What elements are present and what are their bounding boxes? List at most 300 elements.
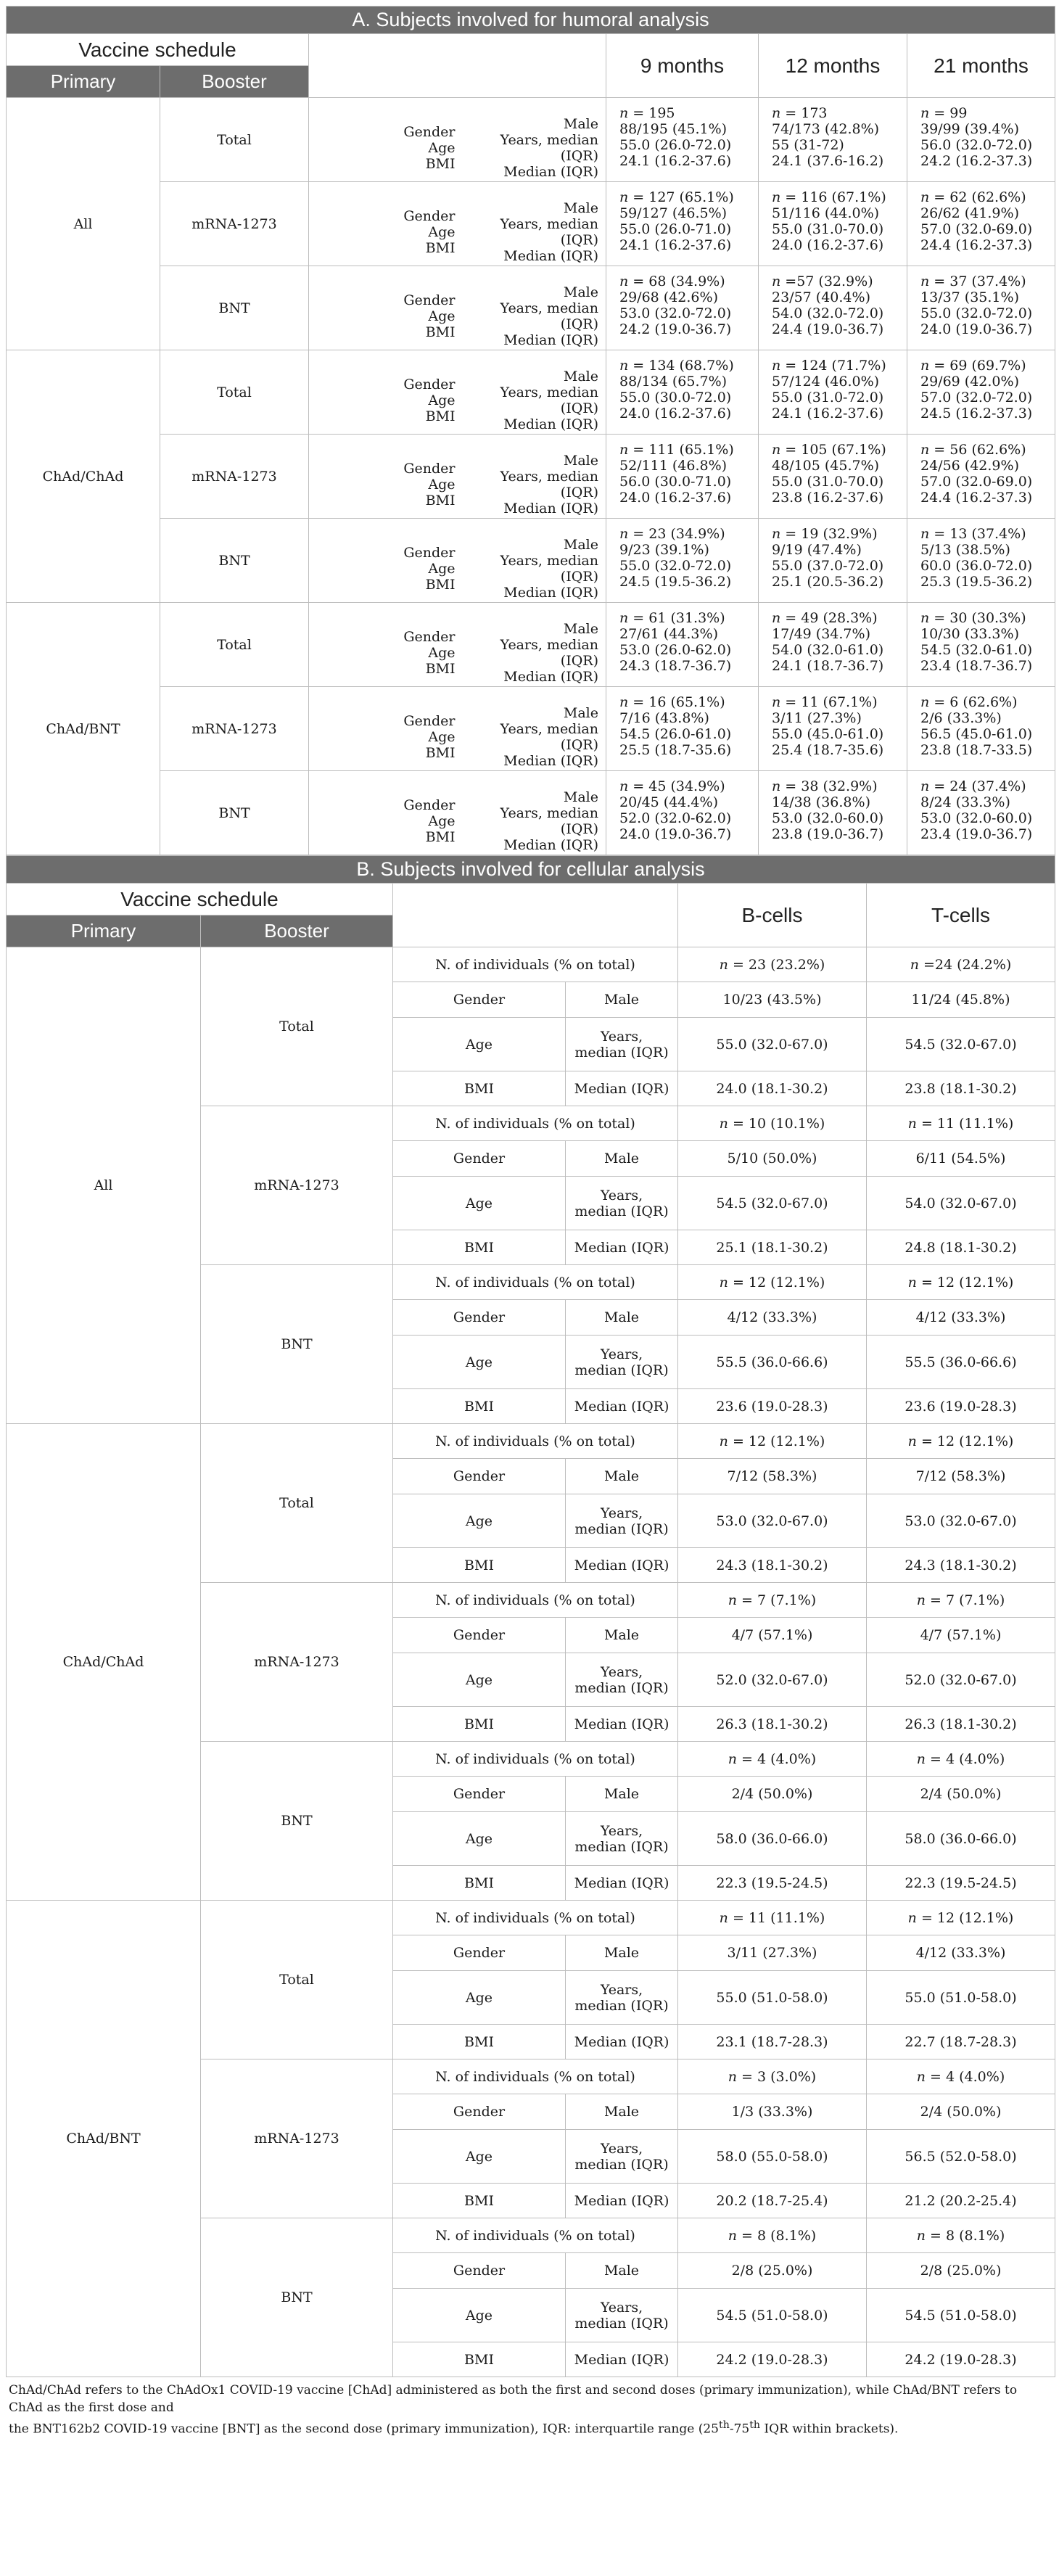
b-cells-value: 24.0 (18.1-30.2) [678, 1071, 867, 1106]
variable-sublabel: Male [563, 368, 598, 384]
value-line: 24.4 (16.2-37.3) [920, 490, 1033, 506]
gender-label: Gender [393, 2094, 566, 2130]
value-line: 24.2 (16.2-37.3) [920, 153, 1033, 169]
value-line: 26/62 (41.9%) [920, 205, 1019, 221]
timepoint-values [907, 98, 1055, 182]
value-line: n = 62 (62.6%) [920, 189, 1026, 205]
vaccine-schedule-header-b: Vaccine schedule [7, 884, 393, 915]
male-label: Male [566, 1459, 678, 1494]
bmi-label: BMI [393, 1548, 566, 1583]
humoral-table [6, 6, 1055, 855]
value-line: n =57 (32.9%) [772, 273, 873, 289]
variable-label: Gender [403, 628, 456, 645]
t-cells-value: 2/4 (50.0%) [867, 2094, 1055, 2130]
value-line: 24.0 (16.2-37.6) [619, 490, 732, 506]
t-cells-value: 26.3 (18.1-30.2) [867, 1707, 1055, 1742]
bmi-sublabel: Median (IQR) [566, 2342, 678, 2377]
b-cells-value: n = 7 (7.1%) [678, 1583, 867, 1618]
primary-group: ChAd/ChAd [7, 1424, 201, 1901]
variable-sublabels [461, 98, 606, 182]
value-line: 25.3 (19.5-36.2) [920, 574, 1033, 590]
bmi-sublabel: Median (IQR) [566, 2025, 678, 2059]
value-line: 27/61 (44.3%) [619, 626, 718, 642]
b-cells-value: 2/4 (50.0%) [678, 1777, 867, 1812]
variable-label: Age [428, 392, 456, 408]
variable-label: Gender [403, 544, 456, 561]
variable-sublabel: Male [563, 115, 598, 132]
value-line: 24.3 (18.7-36.7) [619, 658, 732, 674]
years-label: Years, [600, 1505, 643, 1521]
booster-label: Total [160, 98, 309, 182]
primary-group: All [7, 98, 160, 350]
variable-labels [309, 98, 461, 182]
variable-sublabel: Years, median (IQR) [500, 805, 598, 837]
value-line: 55.0 (31.0-70.0) [772, 221, 884, 237]
col-21-months: 21 months [907, 34, 1055, 98]
b-cells-value: n = 3 (3.0%) [678, 2059, 867, 2094]
gender-label: Gender [393, 1618, 566, 1653]
bmi-sublabel: Median (IQR) [566, 1389, 678, 1424]
timepoint-values [907, 182, 1055, 266]
value-line: 5/13 (38.5%) [920, 542, 1010, 558]
variable-labels [309, 687, 461, 771]
primary-group: All [7, 947, 201, 1424]
male-label: Male [566, 982, 678, 1018]
years-label: Years, [600, 1981, 643, 1998]
gender-label: Gender [393, 2253, 566, 2289]
booster-label: mRNA-1273 [160, 182, 309, 266]
n-individuals-label: N. of individuals (% on total) [393, 1901, 678, 1935]
section-a-title: A. Subjects involved for humoral analysis [7, 7, 1055, 34]
t-cells-value: n =24 (24.2%) [867, 947, 1055, 982]
value-line: n = 68 (34.9%) [619, 273, 725, 289]
value-line: 55.0 (37.0-72.0) [772, 558, 884, 574]
t-cells-value: 22.3 (19.5-24.5) [867, 1866, 1055, 1901]
b-cells-value: 4/12 (33.3%) [678, 1300, 867, 1336]
value-line: n = 38 (32.9%) [772, 778, 878, 794]
t-cells-value: 24.8 (18.1-30.2) [867, 1230, 1055, 1265]
median-iqr-label: median (IQR) [574, 2156, 669, 2173]
variable-labels [309, 350, 461, 435]
footnote-line1: ChAd/ChAd refers to the ChAdOx1 COVID-19 vaccine [ChAd] administered as both the first and second doses (primary immunization), while ChAd/BNT refers to ChAd as the first dose and [9, 2383, 1018, 2415]
variable-label: Gender [403, 797, 456, 813]
b-cells-value: 54.5 (32.0-67.0) [678, 1177, 867, 1230]
bmi-sublabel: Median (IQR) [566, 2184, 678, 2218]
cellular-row [7, 1424, 1055, 1459]
age-label: Age [393, 1494, 566, 1548]
bmi-label: BMI [393, 1389, 566, 1424]
variable-sublabel: Median (IQR) [503, 247, 598, 264]
value-line: n = 49 (28.3%) [772, 610, 878, 626]
value-line: n = 37 (37.4%) [920, 273, 1026, 289]
value-line: 23.8 (19.0-36.7) [772, 826, 884, 842]
median-iqr-label: median (IQR) [574, 1521, 669, 1537]
footnote-sup2: th [749, 2419, 761, 2431]
timepoint-values [907, 687, 1055, 771]
b-cells-value: 54.5 (51.0-58.0) [678, 2289, 867, 2342]
t-cells-value: n = 8 (8.1%) [867, 2218, 1055, 2253]
col-t-cells: T-cells [867, 884, 1055, 947]
b-cells-value: 22.3 (19.5-24.5) [678, 1866, 867, 1901]
value-line: 25.1 (20.5-36.2) [772, 574, 884, 590]
value-line: 55.0 (32.0-72.0) [920, 305, 1033, 321]
t-cells-value: 54.5 (32.0-67.0) [867, 1018, 1055, 1071]
median-iqr-label: median (IQR) [574, 1679, 669, 1696]
booster-label: Total [201, 1901, 393, 2059]
t-cells-value: n = 4 (4.0%) [867, 2059, 1055, 2094]
b-cells-value: 52.0 (32.0-67.0) [678, 1653, 867, 1707]
value-line: 55.0 (26.0-72.0) [619, 137, 732, 153]
variable-labels [309, 771, 461, 855]
variable-sublabels [461, 266, 606, 350]
median-iqr-label: median (IQR) [574, 2315, 669, 2332]
variable-label: BMI [425, 408, 456, 424]
value-line: 56.0 (30.0-71.0) [619, 474, 732, 490]
t-cells-value: 56.5 (52.0-58.0) [867, 2130, 1055, 2184]
primary-group: ChAd/BNT [7, 603, 160, 855]
t-cells-value: 4/12 (33.3%) [867, 1300, 1055, 1336]
value-line: 24.0 (19.0-36.7) [920, 321, 1033, 337]
value-line: n = 69 (69.7%) [920, 358, 1026, 374]
t-cells-value: 6/11 (54.5%) [867, 1141, 1055, 1177]
variable-label: BMI [425, 660, 456, 677]
value-line: 57.0 (32.0-72.0) [920, 390, 1033, 406]
value-line: 24.0 (16.2-37.6) [619, 406, 732, 421]
variable-label: Gender [403, 292, 456, 308]
age-sublabel [566, 1494, 678, 1548]
timepoint-values [606, 519, 759, 603]
value-line: 48/105 (45.7%) [772, 458, 880, 474]
b-cells-value: n = 10 (10.1%) [678, 1106, 867, 1141]
n-individuals-label: N. of individuals (% on total) [393, 2059, 678, 2094]
variable-sublabels [461, 687, 606, 771]
b-cells-value: 55.0 (32.0-67.0) [678, 1018, 867, 1071]
male-label: Male [566, 2094, 678, 2130]
value-line: n = 99 [920, 105, 968, 121]
value-line: 24.5 (16.2-37.3) [920, 406, 1033, 421]
variable-label: BMI [425, 492, 456, 509]
b-cells-value: 53.0 (32.0-67.0) [678, 1494, 867, 1548]
value-line: 88/195 (45.1%) [619, 121, 728, 137]
variable-sublabel: Years, median (IQR) [500, 636, 598, 669]
value-line: 88/134 (65.7%) [619, 374, 728, 390]
variable-sublabels [461, 519, 606, 603]
value-line: 29/69 (42.0%) [920, 374, 1019, 390]
humoral-row [7, 350, 1055, 435]
median-iqr-label: median (IQR) [574, 1997, 669, 2014]
t-cells-value: 7/12 (58.3%) [867, 1459, 1055, 1494]
variable-sublabel: Median (IQR) [503, 332, 598, 348]
booster-label: mRNA-1273 [160, 687, 309, 771]
bmi-sublabel: Median (IQR) [566, 1548, 678, 1583]
value-line: 54.0 (32.0-72.0) [772, 305, 884, 321]
variable-label: Gender [403, 460, 456, 477]
variable-sublabel: Median (IQR) [503, 836, 598, 853]
variable-sublabel: Male [563, 199, 598, 216]
value-line: n = 127 (65.1%) [619, 189, 734, 205]
variable-label: BMI [425, 324, 456, 340]
b-cells-value: 3/11 (27.3%) [678, 1935, 867, 1971]
years-label: Years, [600, 2299, 643, 2316]
footnote-line2a: the BNT162b2 COVID-19 vaccine [BNT] as the second dose (primary immunization), IQR: interquartile range (25 [9, 2421, 719, 2437]
value-line: 55.0 (31.0-70.0) [772, 474, 884, 490]
variable-label: Gender [403, 712, 456, 729]
value-line: 24.2 (19.0-36.7) [619, 321, 732, 337]
value-line: 25.5 (18.7-35.6) [619, 742, 732, 758]
value-line: n = 6 (62.6%) [920, 694, 1018, 710]
value-line: 9/23 (39.1%) [619, 542, 709, 558]
male-label: Male [566, 1935, 678, 1971]
bmi-label: BMI [393, 1071, 566, 1106]
timepoint-values [759, 266, 907, 350]
bmi-label: BMI [393, 1707, 566, 1742]
b-cells-value: 20.2 (18.7-25.4) [678, 2184, 867, 2218]
variable-label: BMI [425, 828, 456, 845]
years-label: Years, [600, 2140, 643, 2157]
bmi-label: BMI [393, 2184, 566, 2218]
gender-label: Gender [393, 1300, 566, 1336]
age-sublabel [566, 2130, 678, 2184]
timepoint-values [759, 519, 907, 603]
variable-label: BMI [425, 576, 456, 593]
value-line: 3/11 (27.3%) [772, 710, 862, 726]
median-iqr-label: median (IQR) [574, 1362, 669, 1378]
age-sublabel [566, 1018, 678, 1071]
median-iqr-label: median (IQR) [574, 1203, 669, 1219]
value-line: 8/24 (33.3%) [920, 794, 1010, 810]
section-b-title: B. Subjects involved for cellular analysis [7, 856, 1055, 884]
age-label: Age [393, 1653, 566, 1707]
bmi-sublabel: Median (IQR) [566, 1707, 678, 1742]
variable-sublabel: Male [563, 704, 598, 721]
age-label: Age [393, 2289, 566, 2342]
b-cells-value: 55.5 (36.0-66.6) [678, 1336, 867, 1389]
male-label: Male [566, 1141, 678, 1177]
bmi-sublabel: Median (IQR) [566, 1230, 678, 1265]
b-cells-value: n = 12 (12.1%) [678, 1265, 867, 1300]
value-line: 53.0 (32.0-60.0) [920, 810, 1033, 826]
value-line: 55.0 (45.0-61.0) [772, 726, 884, 742]
value-line: 13/37 (35.1%) [920, 289, 1019, 305]
male-label: Male [566, 1618, 678, 1653]
t-cells-value: 54.5 (51.0-58.0) [867, 2289, 1055, 2342]
timepoint-values [759, 603, 907, 687]
variable-sublabel: Male [563, 536, 598, 553]
value-line: 23/57 (40.4%) [772, 289, 870, 305]
booster-label: BNT [201, 2218, 393, 2377]
years-label: Years, [600, 1187, 643, 1203]
t-cells-value: n = 4 (4.0%) [867, 1742, 1055, 1777]
male-label: Male [566, 1777, 678, 1812]
footnote-sup1: th [719, 2419, 730, 2431]
value-line: n = 111 (65.1%) [619, 442, 734, 458]
value-line: n = 13 (37.4%) [920, 526, 1026, 542]
t-cells-value: n = 12 (12.1%) [867, 1901, 1055, 1935]
age-sublabel [566, 1336, 678, 1389]
n-individuals-label: N. of individuals (% on total) [393, 1742, 678, 1777]
b-cells-value: 55.0 (51.0-58.0) [678, 1971, 867, 2025]
t-cells-value: 58.0 (36.0-66.0) [867, 1812, 1055, 1866]
cellular-row [7, 1901, 1055, 1935]
cellular-table [6, 855, 1055, 2377]
variable-sublabel: Years, median (IQR) [500, 215, 598, 248]
footnote-dash: -75 [729, 2421, 750, 2437]
b-cells-value: 58.0 (55.0-58.0) [678, 2130, 867, 2184]
tables-page [6, 0, 1055, 2438]
value-line: 24.1 (37.6-16.2) [772, 153, 884, 169]
b-cells-value: 10/23 (43.5%) [678, 982, 867, 1018]
value-line: 24.5 (19.5-36.2) [619, 574, 732, 590]
variable-label: Gender [403, 207, 456, 224]
value-line: 55.0 (31.0-72.0) [772, 390, 884, 406]
value-line: n = 116 (67.1%) [772, 189, 886, 205]
b-cells-value: n = 23 (23.2%) [678, 947, 867, 982]
value-line: n = 16 (65.1%) [619, 694, 725, 710]
humoral-row [7, 603, 1055, 687]
variable-sublabel: Years, median (IQR) [500, 552, 598, 585]
variable-label: Age [428, 644, 456, 661]
variable-label: Age [428, 560, 456, 577]
value-line: 9/19 (47.4%) [772, 542, 862, 558]
timepoint-values [606, 603, 759, 687]
value-line: 39/99 (39.4%) [920, 121, 1019, 137]
value-line: 2/6 (33.3%) [920, 710, 1002, 726]
value-line: 14/38 (36.8%) [772, 794, 870, 810]
value-line: n = 45 (34.9%) [619, 778, 725, 794]
col-b-cells: B-cells [678, 884, 867, 947]
humoral-row [7, 98, 1055, 182]
variable-label: Age [428, 476, 456, 493]
humoral-row [7, 771, 1055, 855]
value-line: 24.1 (16.2-37.6) [772, 406, 884, 421]
booster-label: mRNA-1273 [201, 2059, 393, 2218]
timepoint-values [759, 435, 907, 519]
age-sublabel [566, 2289, 678, 2342]
timepoint-values [907, 603, 1055, 687]
b-cells-value: n = 11 (11.1%) [678, 1901, 867, 1935]
variable-labels [309, 182, 461, 266]
blank-header [309, 34, 606, 98]
bmi-label: BMI [393, 2025, 566, 2059]
t-cells-value: 11/24 (45.8%) [867, 982, 1055, 1018]
value-line: 53.0 (26.0-62.0) [619, 642, 732, 658]
timepoint-values [907, 435, 1055, 519]
variable-label: Age [428, 812, 456, 829]
timepoint-values [606, 266, 759, 350]
value-line: 23.4 (19.0-36.7) [920, 826, 1033, 842]
value-line: 17/49 (34.7%) [772, 626, 870, 642]
b-cells-value: 5/10 (50.0%) [678, 1141, 867, 1177]
booster-header: Booster [160, 66, 309, 98]
value-line: 53.0 (32.0-72.0) [619, 305, 732, 321]
b-cells-value: 2/8 (25.0%) [678, 2253, 867, 2289]
b-cells-value: n = 12 (12.1%) [678, 1424, 867, 1459]
value-line: n = 61 (31.3%) [619, 610, 725, 626]
booster-label: BNT [160, 771, 309, 855]
gender-label: Gender [393, 1935, 566, 1971]
b-cells-value: 23.1 (18.7-28.3) [678, 2025, 867, 2059]
variable-sublabel: Male [563, 284, 598, 300]
booster-label: BNT [160, 519, 309, 603]
age-label: Age [393, 1018, 566, 1071]
value-line: 55.0 (26.0-71.0) [619, 221, 732, 237]
value-line: 24/56 (42.9%) [920, 458, 1019, 474]
value-line: 55.0 (30.0-72.0) [619, 390, 732, 406]
b-cells-value: n = 8 (8.1%) [678, 2218, 867, 2253]
t-cells-value: n = 11 (11.1%) [867, 1106, 1055, 1141]
n-individuals-label: N. of individuals (% on total) [393, 1583, 678, 1618]
bmi-label: BMI [393, 2342, 566, 2377]
booster-label: BNT [201, 1265, 393, 1424]
footnote [6, 2377, 1055, 2438]
value-line: 54.5 (26.0-61.0) [619, 726, 732, 742]
variable-sublabel: Median (IQR) [503, 668, 598, 685]
value-line: 29/68 (42.6%) [619, 289, 718, 305]
timepoint-values [606, 350, 759, 435]
bmi-label: BMI [393, 1866, 566, 1901]
t-cells-value: 24.3 (18.1-30.2) [867, 1548, 1055, 1583]
t-cells-value: 21.2 (20.2-25.4) [867, 2184, 1055, 2218]
value-line: n = 134 (68.7%) [619, 358, 734, 374]
booster-label: BNT [160, 266, 309, 350]
booster-header-b: Booster [201, 915, 393, 947]
col-9-months: 9 months [606, 34, 759, 98]
n-individuals-label: N. of individuals (% on total) [393, 1106, 678, 1141]
timepoint-values [606, 435, 759, 519]
booster-label: Total [160, 350, 309, 435]
vaccine-schedule-header: Vaccine schedule [7, 34, 309, 66]
median-iqr-label: median (IQR) [574, 1838, 669, 1855]
timepoint-values [907, 771, 1055, 855]
variable-labels [309, 519, 461, 603]
b-cells-value: 58.0 (36.0-66.0) [678, 1812, 867, 1866]
t-cells-value: 2/8 (25.0%) [867, 2253, 1055, 2289]
t-cells-value: 53.0 (32.0-67.0) [867, 1494, 1055, 1548]
value-line: 52/111 (46.8%) [619, 458, 728, 474]
variable-sublabel: Male [563, 452, 598, 469]
t-cells-value: 23.6 (19.0-28.3) [867, 1389, 1055, 1424]
col-12-months: 12 months [759, 34, 907, 98]
b-cells-value: 24.2 (19.0-28.3) [678, 2342, 867, 2377]
variable-sublabel: Median (IQR) [503, 752, 598, 769]
variable-labels [309, 603, 461, 687]
timepoint-values [907, 266, 1055, 350]
primary-group: ChAd/ChAd [7, 350, 160, 603]
value-line: 60.0 (36.0-72.0) [920, 558, 1033, 574]
b-cells-value: 23.6 (19.0-28.3) [678, 1389, 867, 1424]
value-line: 57.0 (32.0-69.0) [920, 474, 1033, 490]
male-label: Male [566, 2253, 678, 2289]
t-cells-value: 23.8 (18.1-30.2) [867, 1071, 1055, 1106]
booster-label: mRNA-1273 [201, 1106, 393, 1265]
value-line: 20/45 (44.4%) [619, 794, 718, 810]
variable-sublabels [461, 603, 606, 687]
n-individuals-label: N. of individuals (% on total) [393, 2218, 678, 2253]
gender-label: Gender [393, 1777, 566, 1812]
humoral-row [7, 266, 1055, 350]
variable-sublabel: Median (IQR) [503, 584, 598, 601]
median-iqr-label: median (IQR) [574, 1044, 669, 1061]
b-cells-value: 26.3 (18.1-30.2) [678, 1707, 867, 1742]
value-line: 25.4 (18.7-35.6) [772, 742, 884, 758]
timepoint-values [759, 182, 907, 266]
t-cells-value: 24.2 (19.0-28.3) [867, 2342, 1055, 2377]
n-individuals-label: N. of individuals (% on total) [393, 947, 678, 982]
humoral-row [7, 435, 1055, 519]
value-line: 23.4 (18.7-36.7) [920, 658, 1033, 674]
booster-label: Total [160, 603, 309, 687]
male-label: Male [566, 1300, 678, 1336]
